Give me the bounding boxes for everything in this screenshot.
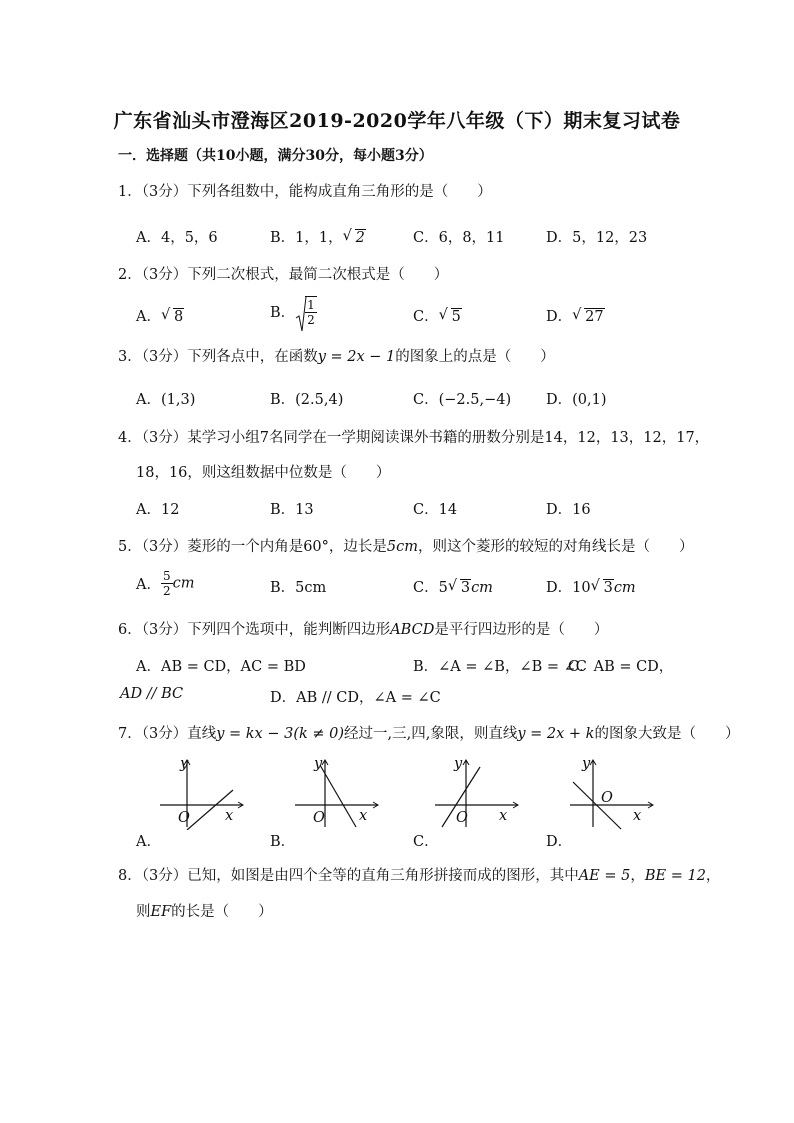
fraction: $\frac{5}{2}$ — [162, 569, 171, 598]
q6-option-a: A．AB = CD，AC = BD — [136, 659, 306, 675]
sqrt-symbol: √ 2 — [343, 230, 366, 246]
sqrt-symbol: √ 3 — [591, 580, 614, 596]
q4-option-a: A．12 — [136, 502, 180, 518]
q5-option-b: B．5cm — [270, 580, 327, 596]
question-8-line-1: 8．（3分）已知，如图是由四个全等的直角三角形拼接而成的图形，其中AE = 5，BE = 12， — [118, 868, 721, 884]
question-6-stem: 6．（3分）下列四个选项中，能判断四边形ABCD是平行四边形的是（ ） — [118, 622, 609, 638]
graph-a — [155, 755, 250, 830]
question-1-stem: 1．（3分）下列各组数中，能构成直角三角形的是（ ） — [118, 184, 492, 200]
axis-x-label: x — [499, 808, 508, 824]
q2-option-c: C．√ 5 — [413, 305, 462, 326]
q6-option-d: D．AB // CD，∠A = ∠C — [270, 690, 441, 706]
question-2-stem: 2．（3分）下列二次根式，最简二次根式是（ ） — [118, 267, 449, 283]
page-title: 广东省汕头市澄海区2019-2020学年八年级（下）期末复习试卷 — [113, 110, 681, 132]
origin-label: O — [178, 810, 190, 826]
axis-y-label: y — [582, 756, 591, 772]
question-7-stem: 7．（3分）直线y = kx − 3(k ≠ 0)经过一,三,四,象限，则直线y = 2x + k的图象大致是（ ） — [118, 726, 740, 742]
sqrt-symbol: √ 5 — [439, 309, 462, 325]
axis-x-label: x — [225, 808, 234, 824]
q2-option-b: B． $\frac{1}{2}$ — [270, 296, 317, 327]
axis-y-label: y — [180, 756, 189, 772]
q7-option-d: D． — [546, 834, 573, 850]
q7-option-c: C． — [413, 834, 439, 850]
origin-label: O — [456, 810, 468, 826]
q7-option-b: B． — [270, 834, 296, 850]
q3-option-c: C．(−2.5,−4) — [413, 392, 512, 408]
q2-option-d: D．√ 27 — [546, 305, 605, 326]
section-heading: 一．选择题（共10小题，满分30分，每小题3分） — [118, 148, 433, 164]
q5-option-d: D．10√ 3cm — [546, 576, 636, 597]
axis-y-label: y — [454, 756, 463, 772]
q3-option-b: B．(2.5,4) — [270, 392, 344, 408]
question-3-stem: 3．（3分）下列各点中，在函数y = 2x − 1的图象上的点是（ ） — [118, 349, 555, 365]
q3-option-d: D．(0,1) — [546, 392, 607, 408]
axis-y-label: y — [314, 756, 323, 772]
sqrt-symbol: √ 27 — [572, 309, 604, 325]
q5-option-c: C．5√ 3cm — [413, 576, 493, 597]
graph-b — [290, 755, 385, 830]
graph-c — [430, 755, 525, 830]
q7-option-a: A． — [136, 834, 161, 850]
question-8-line-2: 则EF的长是（ ） — [136, 904, 273, 920]
q5-option-a: A． $\frac{5}{2}$ cm — [136, 569, 195, 598]
axis-x-label: x — [359, 808, 368, 824]
q6-option-b: B．∠A = ∠B，∠B = ∠C — [413, 659, 587, 675]
q3-option-a: A．(1,3) — [136, 392, 196, 408]
q1-option-d: D．5，12，23 — [546, 230, 648, 246]
q1-option-b: B．1，1，√ 2 — [270, 226, 366, 247]
sqrt-symbol: √ 3 — [448, 580, 471, 596]
q6-option-c: C．AB = CD， — [568, 659, 674, 675]
q1-option-c: C．6，8，11 — [413, 230, 505, 246]
q6-option-c-cont: AD // BC — [120, 686, 184, 702]
question-5-stem: 5．（3分）菱形的一个内角是60°，边长是5cm，则这个菱形的较短的对角线长是（ ） — [118, 539, 694, 555]
q4-option-d: D．16 — [546, 502, 591, 518]
origin-label: O — [313, 810, 325, 826]
q2-option-a: A．√ 8 — [136, 305, 184, 326]
axis-x-label: x — [633, 808, 642, 824]
question-4-line-1: 4．（3分）某学习小组7名同学在一学期阅读课外书籍的册数分别是14，12，13，12，17， — [118, 430, 710, 446]
question-4-line-2: 18，16，则这组数据中位数是（ ） — [136, 465, 391, 481]
origin-label: O — [601, 790, 613, 806]
sqrt-fraction: $\frac{1}{2}$ — [295, 296, 317, 327]
q4-option-b: B．13 — [270, 502, 314, 518]
sqrt-symbol: √ 8 — [161, 309, 184, 325]
q1-option-a: A．4，5，6 — [136, 230, 218, 246]
q4-option-c: C．14 — [413, 502, 458, 518]
